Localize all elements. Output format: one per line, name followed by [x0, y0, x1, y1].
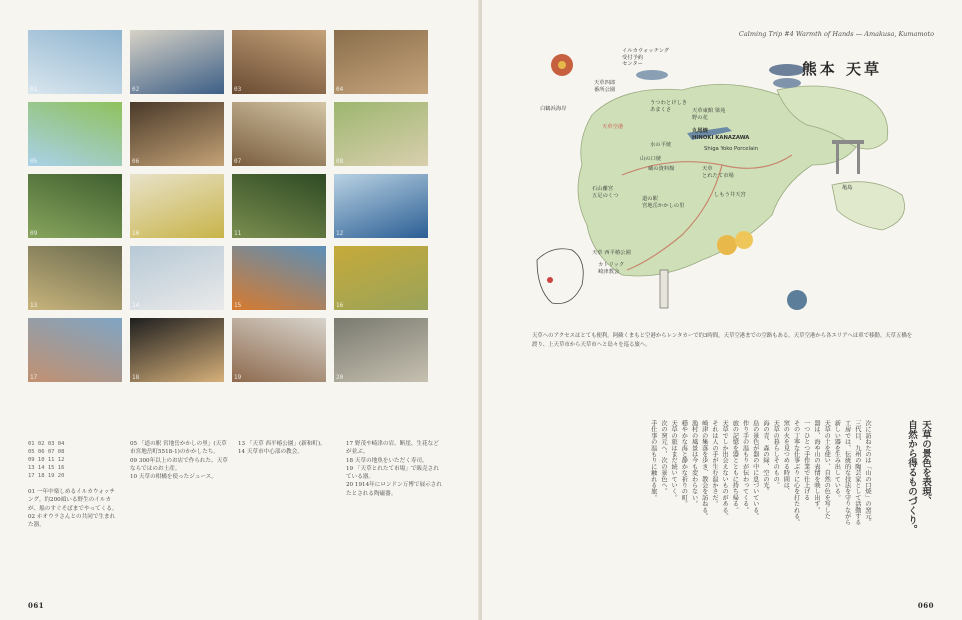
caption-column-4 — [346, 440, 444, 498]
photo-number: 03 — [234, 86, 242, 93]
photo-shrine-gate — [130, 246, 224, 310]
left-folio: 061 — [28, 601, 45, 610]
photo-number: 04 — [336, 86, 344, 93]
body-line: 次に訪ねたのは「山の口焼」の窯元。 — [864, 420, 871, 526]
photo-number-grid — [28, 440, 98, 480]
photo-caption: 02 ホオウラさんとの共同で生まれた器。 — [28, 513, 116, 529]
map-label-catholic: カトリック 崎津教会 — [598, 262, 625, 275]
photo-number: 01 — [30, 86, 38, 93]
photo-number: 07 — [234, 158, 242, 165]
photo-blue-pottery — [334, 174, 428, 238]
map-label-yamanokuchi: 山の口焼 — [640, 156, 662, 162]
photo-number: 10 — [132, 230, 140, 237]
photo-tea-set — [232, 30, 326, 94]
map-label-shimoda: 石山離宮 五足のくつ — [592, 186, 619, 199]
number-grid-row: 13 14 15 16 — [28, 465, 65, 471]
number-grid-row: 05 06 07 08 — [28, 449, 65, 455]
photo-pottery-shop — [130, 102, 224, 166]
right-folio: 060 — [917, 601, 934, 610]
article-body — [492, 420, 872, 600]
number-grid-row: 17 18 19 20 — [28, 473, 65, 479]
body-line: 天草の暮らしそのもの。 — [772, 420, 780, 489]
photo-garden-path — [232, 174, 326, 238]
photo-number: 18 — [132, 374, 140, 381]
map-label-nishidaira: 天草 西平椿公園 — [592, 250, 631, 256]
body-line: 天草の旅はまだ続いていく。 — [670, 420, 678, 501]
photo-caption: 13 「天草 西平椿公園」(新和町)。 — [238, 441, 326, 447]
photo-seaside-house — [28, 102, 122, 166]
photo-caption: 19 「天草とれたて市場」で販売されている器。 — [346, 465, 439, 481]
map-caption: 天草へのアクセスはとても便利。阿蘇くまもと空港からレンタカーで約3時間。天草空港までの空路もある。天草空港から各エリアへは車で移動。天草五橋を渡り、上天草市から天草市へと島々を巡る旅へ。 — [532, 333, 913, 348]
map-label-airport: 天草空港 — [602, 124, 624, 130]
photo-caption: 17 野茂や崎津の岩、断崖、生花などが並ぶ。 — [346, 441, 439, 456]
photo-forest — [28, 174, 122, 238]
article-heading — [904, 420, 932, 600]
heading-line: 天草の景色を表現、 — [920, 420, 931, 506]
right-page — [482, 0, 962, 620]
map-label-shiga: Shiga Yoko Porcelain — [704, 146, 759, 152]
body-line: 新しい器を生み出している。 — [833, 420, 841, 501]
body-line: 旅の記憶を器とともに持ち帰る。 — [731, 420, 739, 513]
photo-food-dish — [334, 102, 428, 166]
map-label-mizunoshiro: 水の平焼 — [650, 142, 672, 148]
coral-icon — [787, 290, 807, 310]
photo-caption: 10 天草の柑橘を使ったジュース。 — [130, 474, 217, 481]
photo-number: 19 — [234, 374, 242, 381]
photo-caption: 01 一年中楽しめるイルカウォッチング。約200頭いる野生のイルカが、船のすぐそばまでやってくる。 — [28, 489, 118, 512]
heading-line: 自然から得るものづくり。 — [906, 420, 917, 534]
map-label-utsuwa: うつわとけしき あまくさ — [650, 100, 688, 113]
photo-number: 11 — [234, 230, 242, 237]
photo-number: 08 — [336, 158, 344, 165]
body-line: それは人の手が生む温かさだ。 — [710, 420, 718, 507]
body-line: 三代目、九州の陶芸家として活動する — [853, 420, 861, 526]
amakusa-marker — [547, 277, 553, 283]
map-label-kuranoya: 蔵の資料館 — [648, 166, 675, 172]
body-line: 漁村の風景は今も変わらない。 — [690, 420, 698, 507]
photo-teapot — [232, 318, 326, 382]
body-line: 次の窯元へ、次の景色へ。 — [659, 420, 667, 495]
photo-gallery-interior — [334, 30, 428, 94]
body-line: 作り手の温もりが伝わってくる。 — [741, 420, 749, 513]
photo-number: 05 — [30, 158, 38, 165]
left-page — [0, 0, 480, 620]
photo-number: 17 — [30, 374, 38, 381]
photo-number: 09 — [30, 230, 38, 237]
photo-caption: 09 300年以上のお店で作られた、天草ならではのお土産。 — [130, 457, 228, 472]
number-grid-row: 09 10 11 12 — [28, 457, 65, 463]
caption-column-3 — [238, 440, 336, 457]
map-label-oyano: 亀島 — [842, 185, 853, 191]
map-label-kanazawa: 丸尾焼 HINOKI KANAZAWA — [692, 128, 750, 141]
photo-number: 13 — [30, 302, 38, 309]
body-line: 島の景色が器の中に息づいている。 — [751, 420, 759, 520]
photo-craft-workshop — [28, 246, 122, 310]
photo-number: 02 — [132, 86, 140, 93]
map-label-michinoeki: 道の駅 宮地岳かかしの里 — [642, 196, 685, 209]
map-label-toretate: 天草 とれたて市場 — [702, 166, 734, 179]
body-line: 崎津の集落を歩き、教会を訪ねる。 — [700, 420, 708, 520]
photo-number: 12 — [336, 230, 344, 237]
caption-block — [28, 440, 448, 590]
photo-festival-tent — [232, 246, 326, 310]
photo-caption: 18 天草の地魚をいただく寿司。 — [346, 457, 428, 464]
body-line: 工房では、伝統的な技法を守りながら — [843, 420, 851, 526]
body-line: 穏やかな海と静かな祈りの町。 — [680, 420, 688, 507]
photo-number: 15 — [234, 302, 242, 309]
body-line: 器は、海や山の表情を映し出す。 — [812, 420, 820, 513]
map-label-ufu: 天草東館 梁苑 野の花 — [692, 108, 726, 121]
caption-column-2 — [130, 440, 228, 481]
photo-textiles — [232, 102, 326, 166]
photo-number: 16 — [336, 302, 344, 309]
map-label-pottery: 天草四郎 番所公園 — [594, 80, 616, 93]
flower-icon — [551, 54, 573, 76]
body-line: 天草でしか出会えないものがある。 — [721, 420, 729, 520]
body-line: 窯の火を見つめる時間は、 — [782, 420, 790, 495]
photo-plates-pottery — [130, 30, 224, 94]
photo-old-street — [334, 318, 428, 382]
photo-citrus-fruit — [334, 246, 428, 310]
amakusa-map — [532, 45, 932, 320]
body-line: 海の青、森の緑、空の光。 — [761, 420, 769, 495]
number-grid-row: 01 02 03 04 — [28, 441, 65, 447]
map-label-shiromaru: しもう井天宮 — [714, 192, 746, 198]
photo-number: 14 — [132, 302, 140, 309]
photo-caption: 14 天草市中心部の教会。 — [238, 449, 303, 456]
body-line: 天草の土を使い、自然の色を写した — [823, 420, 831, 520]
photo-bottle — [130, 174, 224, 238]
photo-caption: 20 1914年にロンドン万博で展示されたとされる陶磁器。 — [346, 482, 442, 497]
lighthouse-icon — [660, 270, 668, 308]
photo-number: 06 — [132, 158, 140, 165]
photo-dolphin-sea — [28, 30, 122, 94]
dolphin-icon — [636, 70, 668, 80]
caption-column-1 — [28, 488, 118, 529]
photo-caption: 05 「道の駅 宮地岳かかしの里」(天草市宮地岳町5518-1)のかかしたち。 — [130, 441, 227, 456]
photo-sushi — [130, 318, 224, 382]
running-head: Calming Trip #4 Warmth of Hands — Amakusa, Kumamoto — [738, 30, 934, 38]
photo-number: 20 — [336, 374, 344, 381]
map-label-dolphin: イルカウォッチング 受付予約 センター — [622, 48, 670, 67]
body-line: 一つひとつ手作業で仕上げる — [802, 420, 810, 501]
map-label-shirahama: 白鶴浜海岸 — [540, 106, 567, 112]
photo-rocky-coast — [28, 318, 122, 382]
body-line: 手仕事の温もりに触れる旅。 — [649, 420, 657, 501]
map-title: 熊本 天草 — [801, 60, 882, 78]
body-line: その丁寧な仕事ぶりに心を打たれる。 — [792, 420, 800, 526]
